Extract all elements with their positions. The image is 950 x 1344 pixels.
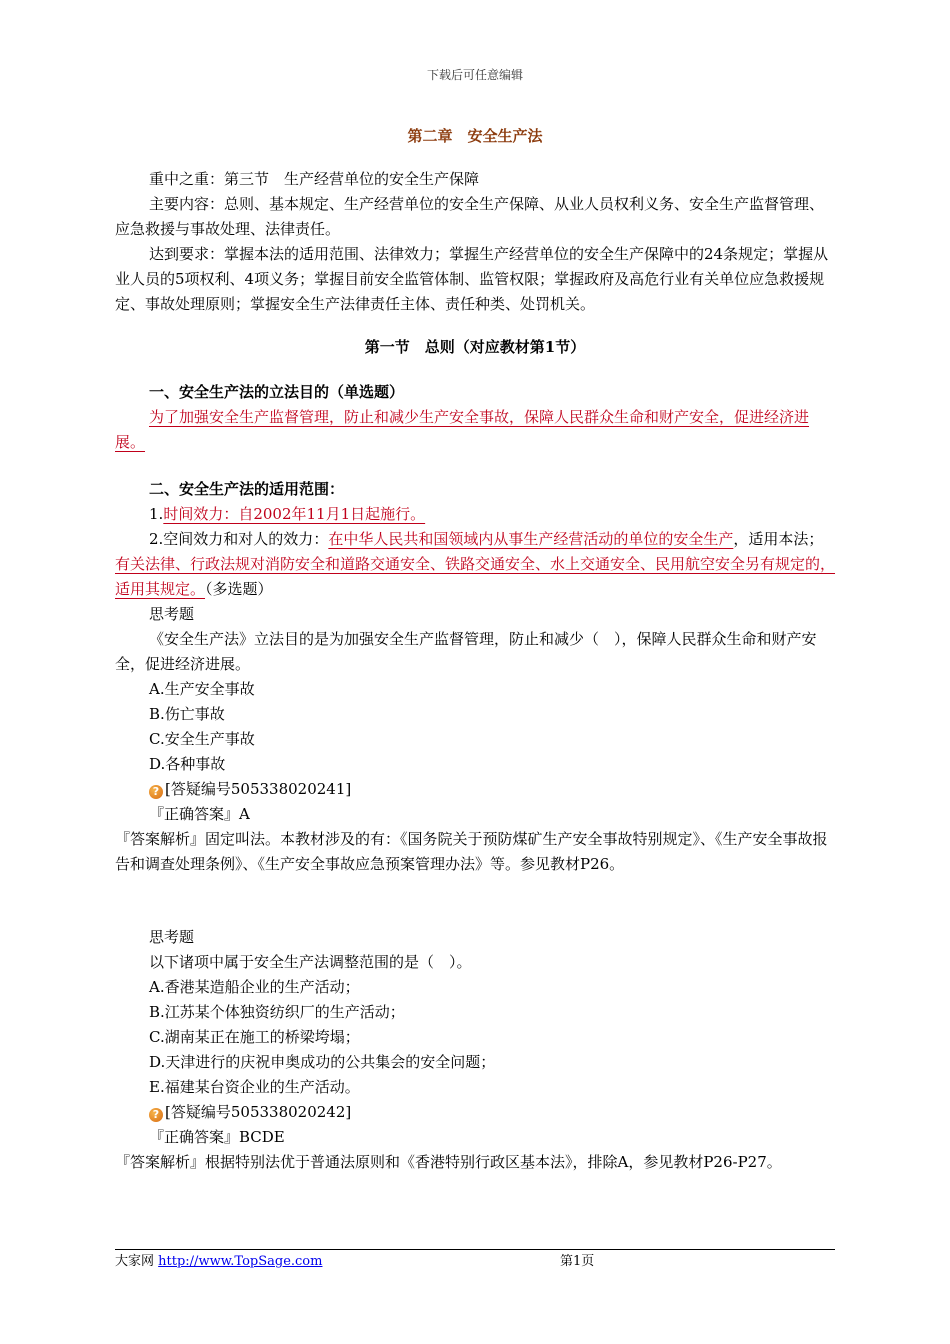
document-body <box>115 118 835 1175</box>
part2-item1 <box>115 502 835 527</box>
question1-option-d: D.各种事故 <box>149 755 226 773</box>
question2-stem: 以下诸项中属于安全生产法调整范围的是（ ）。 <box>149 953 472 971</box>
part2-heading: 二、安全生产法的适用范围： <box>149 480 345 498</box>
part2-item1-prefix: 1. <box>149 505 164 523</box>
question2-answer: 『正确答案』BCDE <box>149 1128 285 1146</box>
question-circle-icon[interactable]: ? <box>149 1108 163 1122</box>
part2-item2-red2: 有关法律、行政法规对消防安全和道路交通安全、铁路交通安全、水上交通安全、民用航空安全另有规定的，适用其规定。 <box>115 555 836 598</box>
question2-option-e: E.福建某台资企业的生产活动。 <box>149 1078 360 1096</box>
part1-heading: 一、安全生产法的立法目的（单选题） <box>149 383 405 401</box>
part2-item2-suffix: （多选题） <box>205 580 273 598</box>
part2-item2 <box>115 527 835 602</box>
question-circle-icon[interactable]: ? <box>149 785 163 799</box>
part1-text: 为了加强安全生产监督管理，防止和减少生产安全事故，保障人民群众生命和财产安全，促进经济进展。 <box>115 408 810 451</box>
question2-option-d: D.天津进行的庆祝申奥成功的公共集会的安全问题； <box>149 1053 496 1071</box>
question2-option-b: B.江苏某个体独资纺织厂的生产活动； <box>149 1003 405 1021</box>
part1-text-para <box>115 405 835 455</box>
footer-link[interactable]: http://www.TopSage.com <box>158 1254 323 1269</box>
part2-item2-mid: ，适用本法； <box>733 530 824 548</box>
intro-main-content: 主要内容：总则、基本规定、生产经营单位的安全生产保障、从业人员权利义务、安全生产监督管理、应急救援与事故处理、法律责任。 <box>115 195 825 238</box>
question1-stem: 《安全生产法》立法目的是为加强安全生产监督管理，防止和减少（ ），保障人民群众生命和财产安全，促进经济进展。 <box>115 630 817 673</box>
question2-qa-number[interactable]: [答疑编号505338020242] <box>165 1103 352 1121</box>
question2-qa-line <box>115 1100 835 1125</box>
intro-requirements: 达到要求：掌握本法的适用范围、法律效力；掌握生产经营单位的安全生产保障中的24条规定；掌握从业人员的5项权利、4项义务；掌握目前安全监管体制、监管权限；掌握政府及高危行业有关单位应急救援规定、事故处理原则；掌握安全生产法律责任主体、责任种类、处罚机关。 <box>115 245 829 313</box>
question1-option-b: B.伤亡事故 <box>149 705 225 723</box>
footer-page-number: 第1页 <box>560 1254 595 1269</box>
question2-analysis: 『答案解析』根据特别法优于普通法原则和《香港特别行政区基本法》，排除A，参见教材P26-P27。 <box>115 1153 782 1171</box>
question1-analysis: 『答案解析』固定叫法。本教材涉及的有：《国务院关于预防煤矿生产安全事故特别规定》、《生产安全事故报告和调查处理条例》、《生产安全事故应急预案管理办法》等。参见教材P26。 <box>115 830 828 873</box>
question2-option-a: A.香港某造船企业的生产活动； <box>149 978 360 996</box>
page-header: 下载后可任意编辑 <box>426 68 523 82</box>
part2-item1-text: 时间效力：自2002年11月1日起施行。 <box>163 505 426 523</box>
question1-qa-number[interactable]: [答疑编号505338020241] <box>165 780 352 798</box>
question1-option-c: C.安全生产事故 <box>149 730 255 748</box>
part2-item2-prefix: 2.空间效力和对人的效力： <box>149 530 329 548</box>
footer-site <box>115 1250 322 1269</box>
intro-focus: 重中之重：第三节 生产经营单位的安全生产保障 <box>149 170 480 188</box>
question2-label: 思考题 <box>149 928 195 946</box>
question1-option-a: A.生产安全事故 <box>149 680 255 698</box>
question1-answer: 『正确答案』A <box>149 805 250 823</box>
section-title: 第一节 总则（对应教材第1节） <box>364 338 586 356</box>
question2-option-c: C.湖南某正在施工的桥梁垮塌； <box>149 1028 360 1046</box>
footer-site-name: 大家网 <box>115 1254 155 1269</box>
chapter-title: 第二章 安全生产法 <box>407 127 543 145</box>
question1-qa-line <box>115 777 835 802</box>
part2-item2-red1: 在中华人民共和国领域内从事生产经营活动的单位的安全生产 <box>328 530 734 548</box>
question1-label: 思考题 <box>149 605 195 623</box>
